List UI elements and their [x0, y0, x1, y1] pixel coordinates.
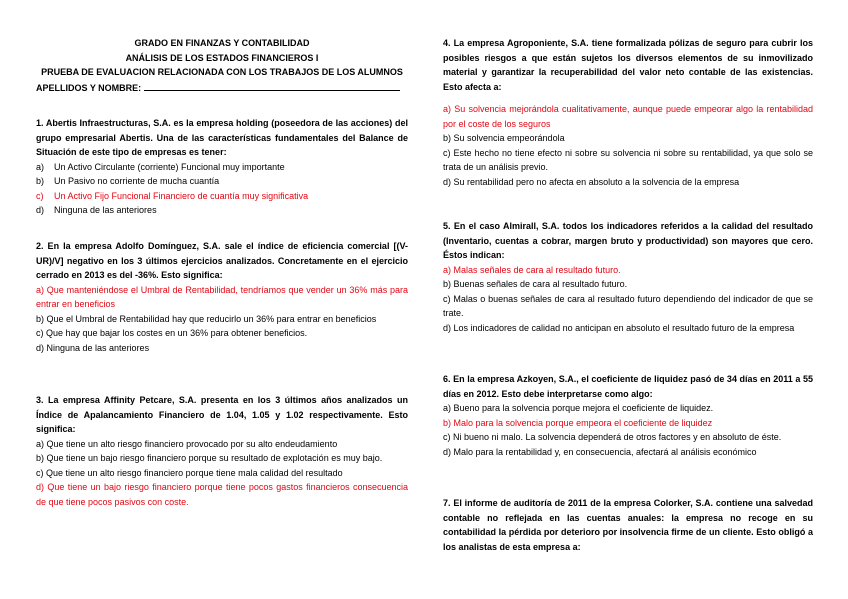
document-header — [36, 36, 408, 95]
option-text: Un Pasivo no corriente de mucha cuantía — [54, 176, 220, 186]
question-4 — [443, 36, 813, 189]
question-2-option-c[interactable]: c) Que hay que bajar los costes en un 36% para obtener beneficios. — [36, 328, 308, 338]
question-4-option-a[interactable]: a) Su solvencia mejorándola cualitativamente, aunque puede empeorar algo la rentabilidad por el coste de los seguros — [443, 104, 813, 129]
question-2-option-a[interactable]: a) Que manteniéndose el Umbral de Rentabilidad, tendríamos que vender un 36% más para entrar en beneficios — [36, 284, 408, 309]
question-3-stem: 3. La empresa Affinity Petcare, S.A. presenta en los 3 últimos años analizados un Índice de Apalancamiento Financiero de 1.04, 1.05 y 1.02 respectivamente. Esto significa: — [36, 395, 408, 434]
question-6 — [443, 372, 813, 459]
question-1-option-d[interactable] — [36, 203, 408, 218]
question-3 — [36, 393, 408, 509]
question-1-stem: 1. Abertis Infraestructuras, S.A. es la empresa holding (poseedora de las acciones) del grupo empresarial Abertis. Una de las características fundamentales del Balance de Situación de este tipo de empresas es tener: — [36, 118, 408, 157]
question-3-option-c[interactable]: c) Que tiene un alto riesgo financiero porque tiene mala calidad del resultado — [36, 467, 343, 478]
question-5-option-c[interactable]: c) Malas o buenas señales de cara al resultado futuro dependiendo del indicador de que se trate. — [443, 293, 813, 318]
header-degree: GRADO EN FINANZAS Y CONTABILIDAD — [134, 38, 310, 48]
option-text: Ninguna de las anteriores — [54, 205, 157, 215]
name-blank-field[interactable] — [144, 80, 400, 91]
question-3-option-d[interactable]: d) Que tiene un bajo riesgo financiero porque tiene pocos gastos financieros consecuencia de que tiene pocos pasivos con coste. — [36, 482, 408, 507]
question-3-option-b[interactable]: b) Que tiene un bajo riesgo financiero porque su resultado de explotación es muy bajo. — [36, 453, 383, 463]
header-name-line — [36, 80, 408, 96]
question-6-option-a[interactable]: a) Bueno para la solvencia porque mejora el coeficiente de liquidez. — [443, 403, 714, 413]
question-5-stem: 5. En el caso Almirall, S.A. todos los indicadores referidos a la calidad del resultado (Inventario, cuentas a cobrar, margen bruto y productividad) son mayores que cero. Éstos indican: — [443, 221, 813, 260]
option-text: Un Activo Fijo Funcional Financiero de cuantía muy significativa — [54, 190, 309, 201]
option-label: c) — [36, 190, 44, 201]
question-7 — [443, 496, 813, 554]
question-2 — [36, 239, 408, 355]
question-6-option-b[interactable]: b) Malo para la solvencia porque empeora el coeficiente de liquidez — [443, 417, 713, 428]
question-2-option-d[interactable]: d) Ninguna de las anteriores — [36, 342, 150, 353]
option-text: Un Activo Circulante (corriente) Funcional muy importante — [54, 161, 285, 172]
header-name-label: APELLIDOS Y NOMBRE: — [36, 82, 142, 93]
question-4-option-b[interactable]: b) Su solvencia empeorándola — [443, 133, 565, 143]
question-6-stem: 6. En la empresa Azkoyen, S.A., el coeficiente de liquidez pasó de 34 días en 2011 a 55 días en 2012. Esto debe interpretarse como algo: — [443, 374, 813, 399]
question-7-stem: 7. El informe de auditoría de 2011 de la empresa Colorker, S.A. contiene una salvedad contable no reflejada en las cuentas anuales: la empresa no recoge en su contabilidad la pérdida por deterioro por insolvencia firme de un cliente. Esto obligó a los analistas de esta empresa a: — [443, 498, 813, 552]
question-1 — [36, 116, 408, 218]
question-6-option-c[interactable]: c) Ni bueno ni malo. La solvencia dependerá de otros factores y en absoluto de éste. — [443, 432, 782, 442]
question-1-option-b[interactable] — [36, 174, 408, 189]
question-5-option-a[interactable]: a) Malas señales de cara al resultado futuro. — [443, 264, 621, 275]
question-5 — [443, 219, 813, 335]
question-3-option-a[interactable]: a) Que tiene un alto riesgo financiero provocado por su alto endeudamiento — [36, 438, 338, 449]
header-course: ANÁLISIS DE LOS ESTADOS FINANCIEROS I — [125, 52, 319, 63]
option-label: b) — [36, 176, 45, 186]
question-2-stem: 2. En la empresa Adolfo Domínguez, S.A. sale el índice de eficiencia comercial [(V-UR)/V] negativo en los 3 últimos ejercicios analizados. Concretamente en el ejercicio cerrado en 2013 es del -36%. Esto significa: — [36, 241, 408, 280]
question-5-option-b[interactable]: b) Buenas señales de cara al resultado futuro. — [443, 279, 628, 289]
question-4-option-c[interactable]: c) Este hecho no tiene efecto ni sobre su solvencia ni sobre su rentabilidad, ya que solo se trata de un análisis previo. — [443, 147, 813, 172]
question-6-option-d[interactable]: d) Malo para la rentabilidad y, en consecuencia, afectará al análisis económico — [443, 446, 757, 457]
option-label: a) — [36, 161, 45, 172]
question-1-option-a[interactable] — [36, 160, 408, 175]
question-2-option-b[interactable]: b) Que el Umbral de Rentabilidad hay que reducirlo un 36% para entrar en beneficios — [36, 313, 377, 324]
question-4-option-d[interactable]: d) Su rentabilidad pero no afecta en absoluto a la solvencia de la empresa — [443, 176, 740, 187]
question-1-option-c[interactable] — [36, 189, 408, 204]
option-label: d) — [36, 205, 45, 215]
question-5-option-d[interactable]: d) Los indicadores de calidad no anticipan en absoluto el resultado futuro de la empresa — [443, 322, 795, 333]
question-4-stem: 4. La empresa Agroponiente, S.A. tiene formalizada pólizas de seguro para cubrir los posibles riesgos a que están sujetos los diversos elementos de su inmovilizado material y garantizar la recuperabilidad del valor neto contable de las existencias. Esto afecta a: — [443, 38, 813, 92]
header-test-title: PRUEBA DE EVALUACION RELACIONADA CON LOS TRABAJOS DE LOS ALUMNOS — [41, 67, 403, 77]
